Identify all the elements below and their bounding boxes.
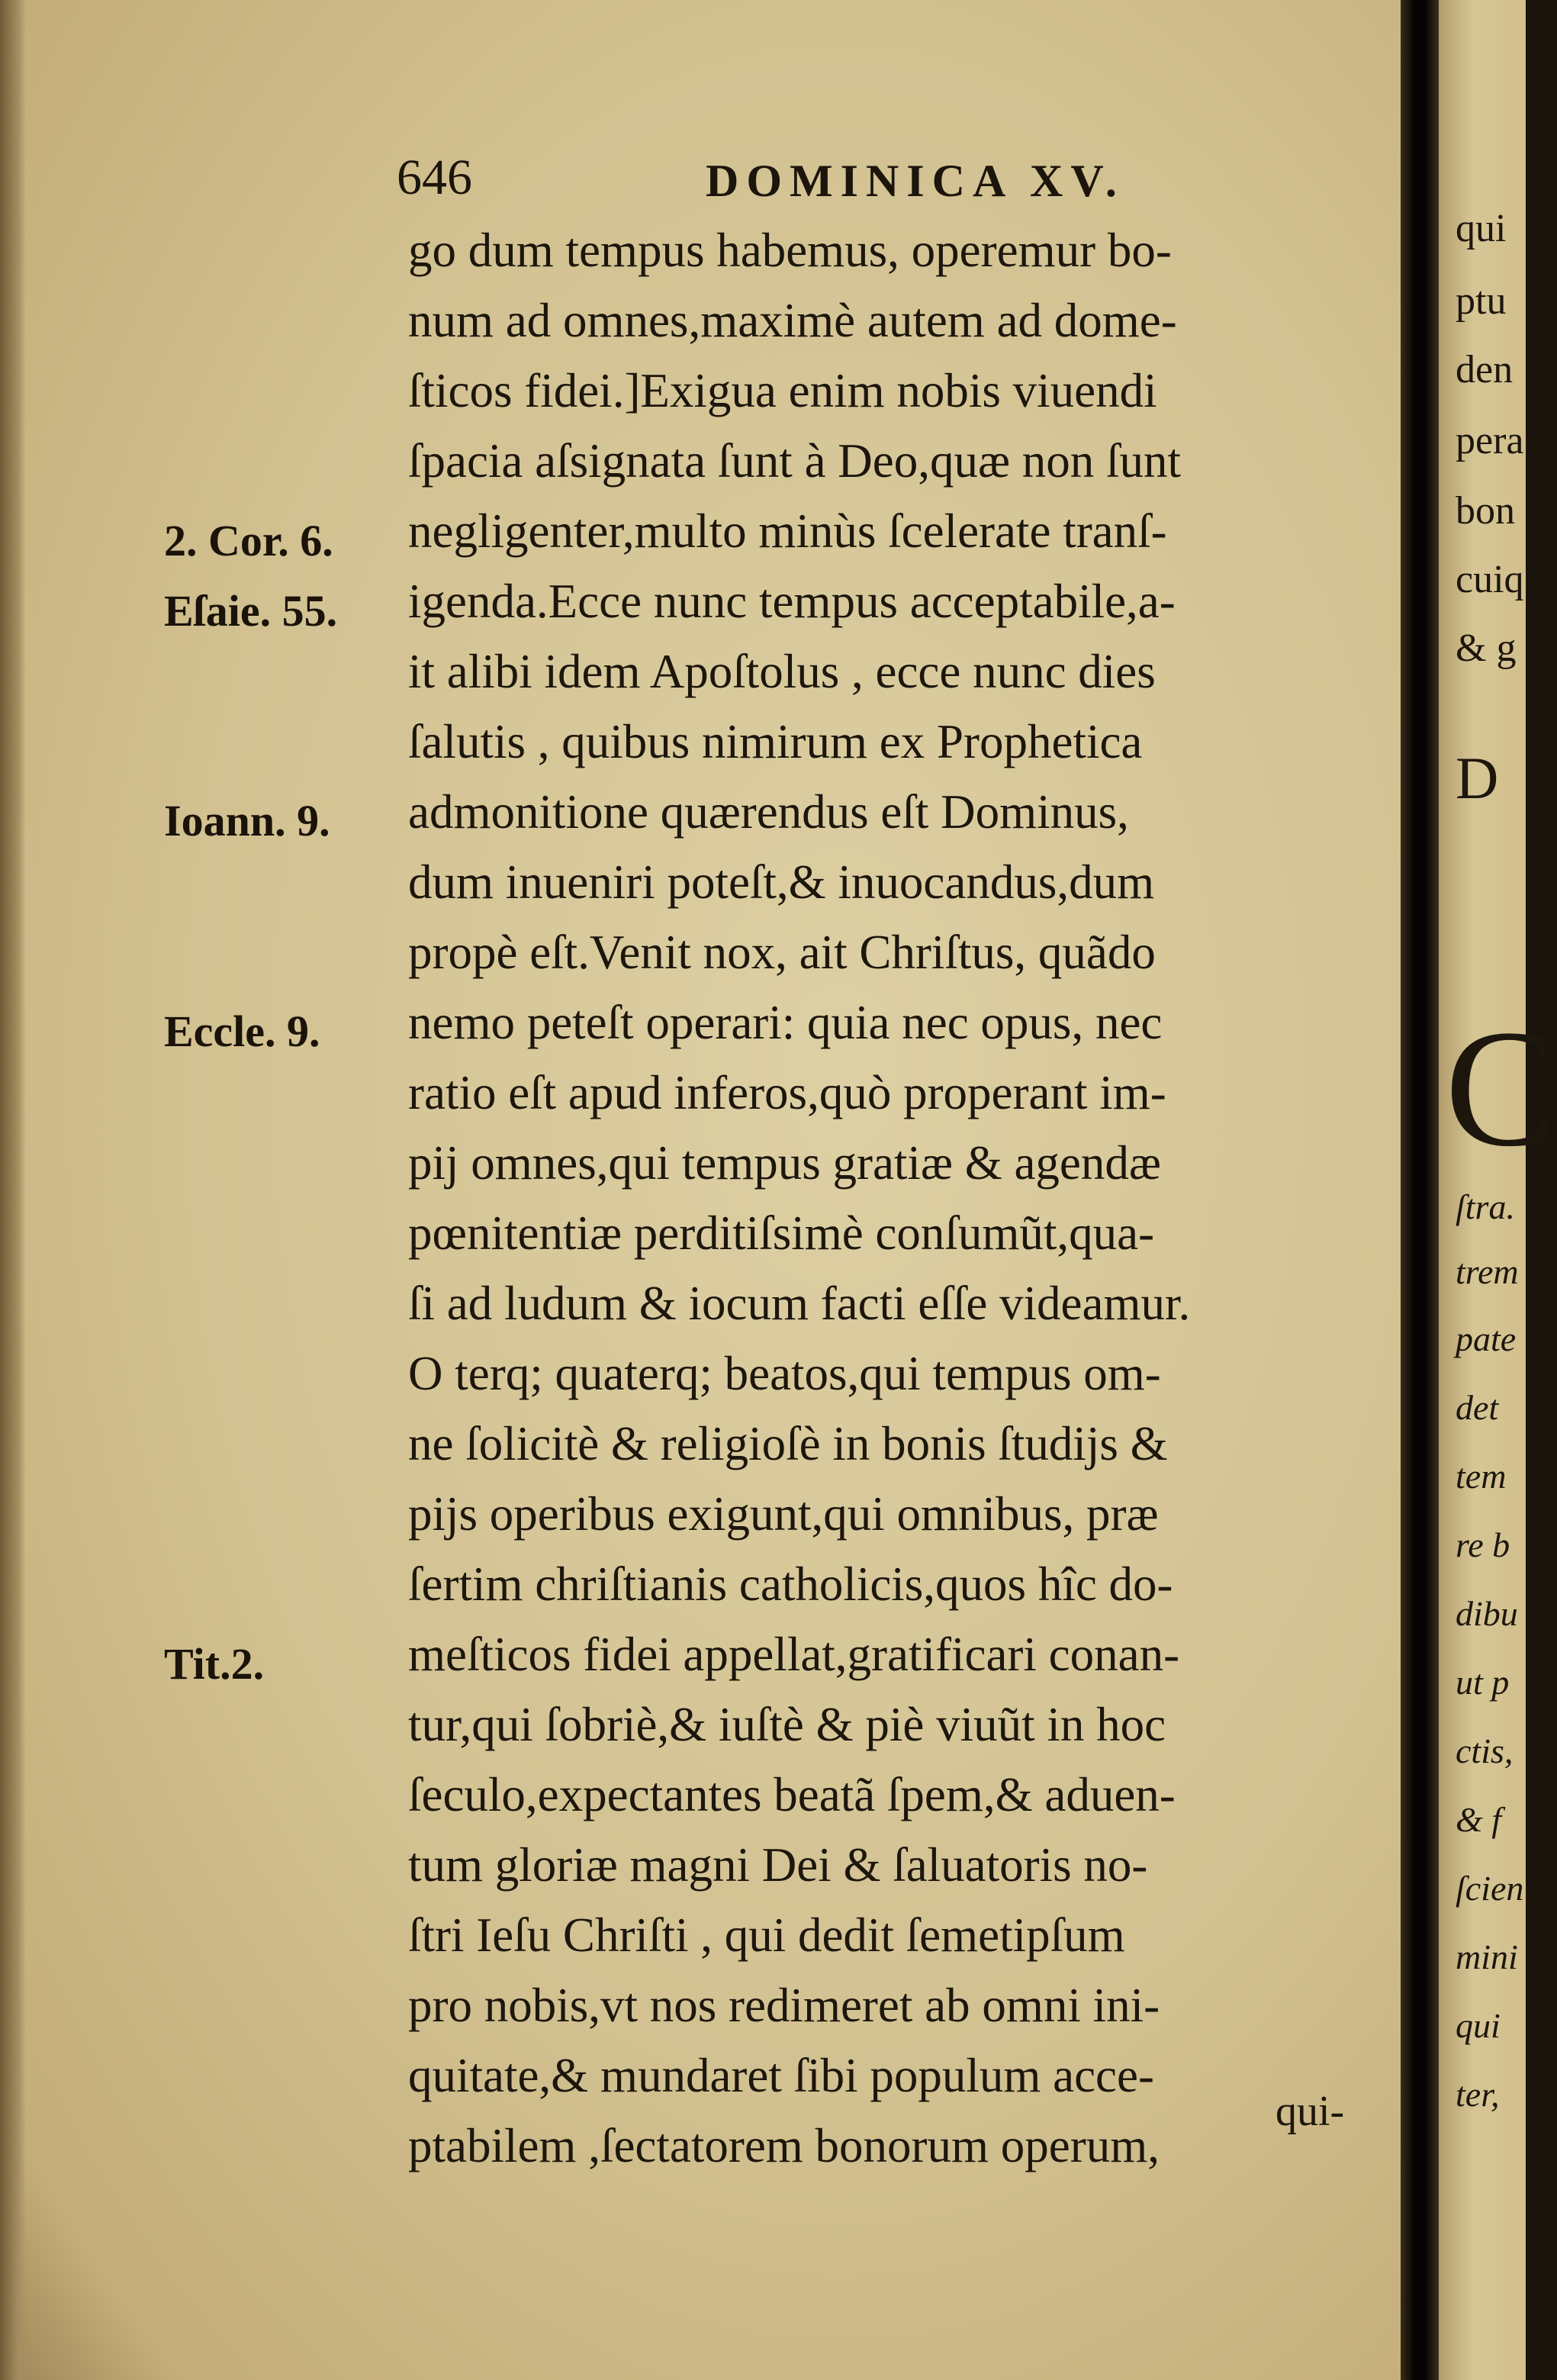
text-line: pro nobis,vt nos redimeret ab omni ini- (408, 1979, 1160, 2032)
facing-text-fragment: det (1456, 1388, 1499, 1427)
text-line: O terq; quaterq; beatos,qui tempus om- (408, 1347, 1161, 1400)
facing-initial: D (1456, 745, 1499, 811)
text-line: ſeculo,expectantes beatã ſpem,& aduen- (408, 1768, 1176, 1821)
text-line: ne ſolicitè & religioſè in bonis ſtudijs & (408, 1417, 1168, 1470)
facing-text-fragment: cuiq (1456, 558, 1524, 601)
facing-page-fragment (1439, 0, 1557, 2380)
text-line: ſpacia aſsignata ſunt à Deo,quæ non ſunt (408, 434, 1182, 488)
text-line: dum inueniri poteſt,& inuocandus,dum (408, 855, 1155, 909)
page-number: 646 (397, 150, 472, 205)
catchword: qui- (1276, 2088, 1345, 2135)
text-line: quitate,& mundaret ſibi populum acce- (408, 2049, 1154, 2102)
text-line: negligenter,multo minùs ſcelerate tranſ- (408, 504, 1167, 558)
facing-text-fragment: pate (1456, 1319, 1517, 1358)
facing-text-fragment: re b (1456, 1525, 1510, 1564)
text-line: ſalutis , quibus nimirum ex Prophetica (408, 715, 1143, 768)
marginal-note: Eccle. 9. (164, 1006, 320, 1056)
page-edge-shadow (0, 0, 26, 2380)
facing-drop-cap: C (1445, 995, 1557, 1181)
text-line: ratio eſt apud inferos,quò properant im- (408, 1066, 1166, 1119)
facing-text-fragment: ut p (1456, 1663, 1510, 1702)
facing-text-fragment: ptu (1456, 279, 1507, 323)
text-line: ſtri Ieſu Chriſti , qui dedit ſemetipſum (408, 1908, 1125, 1962)
text-line: pœnitentiæ perditiſsimè conſumũt,qua- (408, 1206, 1155, 1260)
facing-text-fragment: & f (1456, 1800, 1502, 1839)
book-gutter (1401, 0, 1439, 2380)
facing-text-fragment: ſtra. (1456, 1187, 1515, 1226)
facing-text-fragment: ſcien (1456, 1869, 1524, 1908)
text-line: meſticos fidei appellat,gratificari conan- (408, 1628, 1180, 1681)
facing-text-fragment: & g (1456, 626, 1517, 670)
text-line: num ad omnes,maximè autem ad dome- (408, 294, 1177, 347)
facing-text-fragment: pera (1456, 419, 1524, 462)
facing-text-fragment: qui (1456, 207, 1507, 250)
text-line: pijs operibus exigunt,qui omnibus, præ (408, 1487, 1159, 1541)
text-line: pij omnes,qui tempus gratiæ & agendæ (408, 1136, 1161, 1190)
text-line: tum gloriæ magni Dei & ſaluatoris no- (408, 1838, 1148, 1892)
facing-text-fragment: den (1456, 348, 1514, 391)
text-line: admonitione quærendus eſt Dominus, (408, 785, 1129, 839)
facing-text-fragment: mini (1456, 1937, 1518, 1976)
text-line: ſertim chriſtianis catholicis,quos hîc do- (408, 1557, 1173, 1611)
facing-text-fragment: tem (1456, 1457, 1507, 1496)
text-line: propè eſt.Venit nox, ait Chriſtus, quãdo (408, 926, 1156, 979)
facing-text-fragment: ter, (1456, 2075, 1500, 2114)
page-title: DOMINICA XV. (706, 156, 1124, 206)
facing-text-fragment: trem (1456, 1252, 1519, 1291)
body-text (408, 215, 1392, 2181)
text-line: go dum tempus habemus, operemur bo- (408, 224, 1172, 277)
text-line: tur,qui ſobriè,& iuſtè & piè viuũt in hoc (408, 1698, 1166, 1751)
facing-text-fragment: qui (1456, 2006, 1501, 2045)
marginal-note: Ioann. 9. (164, 796, 330, 845)
facing-text-fragment: bon (1456, 489, 1515, 533)
text-line: it alibi idem Apoſtolus , ecce nunc dies (408, 645, 1156, 698)
running-head (397, 149, 1228, 225)
text-line: ſi ad ludum & iocum facti eſſe videamur. (408, 1277, 1191, 1330)
text-line: ſticos fidei.]Exigua enim nobis viuendi (408, 364, 1157, 417)
text-line: ptabilem ,ſectatorem bonorum operum, (408, 2119, 1160, 2172)
marginal-note: Tit.2. (164, 1639, 265, 1689)
facing-text-fragment: ctis, (1456, 1731, 1514, 1770)
marginal-note: Eſaie. 55. (164, 586, 338, 636)
facing-text-fragment: dibu (1456, 1594, 1518, 1633)
text-line: igenda.Ecce nunc tempus acceptabile,a- (408, 575, 1176, 628)
text-line: nemo peteſt operari: quia nec opus, nec (408, 996, 1163, 1049)
marginal-note: 2. Cor. 6. (164, 516, 333, 565)
